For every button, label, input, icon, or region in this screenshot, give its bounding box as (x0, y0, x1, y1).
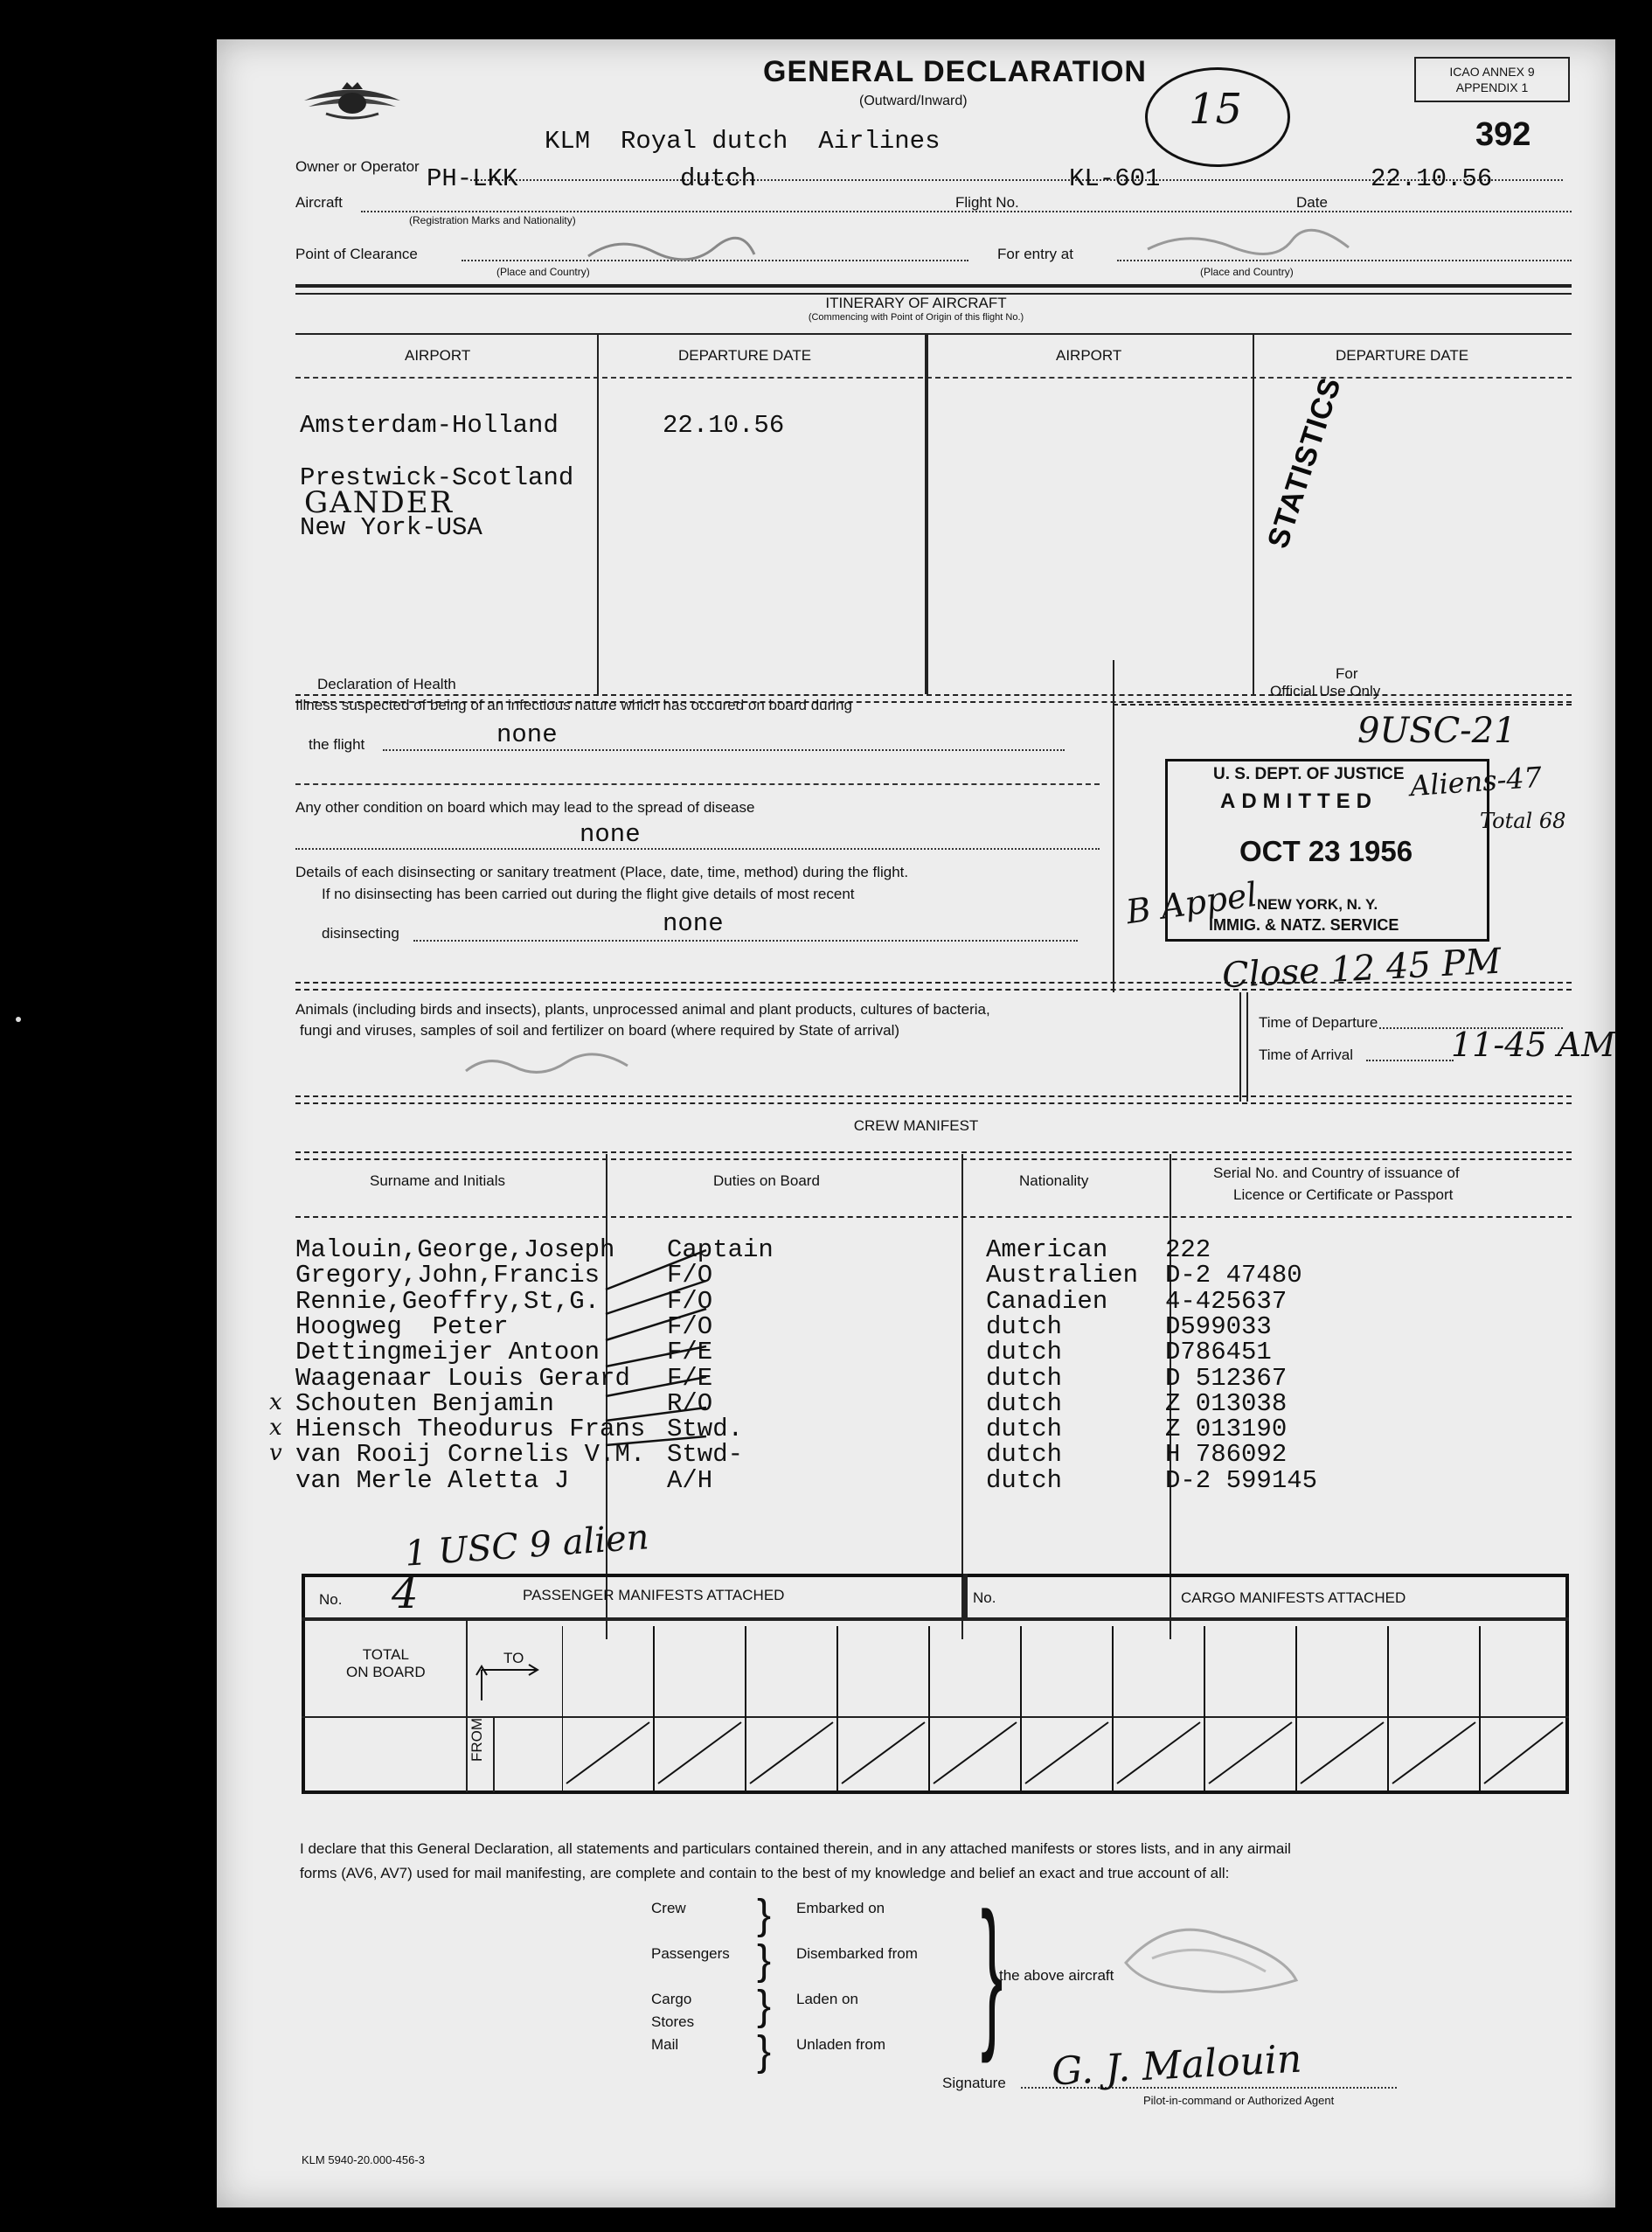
decl-above: the above aircraft (999, 1967, 1114, 1984)
decl-stores: Stores (651, 2013, 695, 2030)
cargo-no-label: No. (973, 1589, 996, 1606)
pax-manifests-label: PASSENGER MANIFESTS ATTACHED (523, 1587, 785, 1603)
decl-passengers: Passengers (651, 1945, 730, 1962)
manifest-grid (562, 1626, 1567, 1790)
decl-disembarked: Disembarked from (796, 1945, 918, 1962)
itinerary-subtitle: (Commencing with Point of Origin of this flight No.) (808, 312, 1024, 323)
crew-serial: 4-425637 (1165, 1287, 1288, 1316)
from-label: FROM (469, 1717, 485, 1762)
stamp-admitted: ADMITTED (1220, 789, 1378, 813)
entry-label: For entry at (997, 246, 1073, 262)
crew-mark: x (269, 1415, 282, 1441)
signature: G. J. Malouin (1050, 2036, 1303, 2095)
health-q2: Any other condition on board which may lead to the spread of disease (295, 799, 755, 816)
klm-crown-logo-icon (300, 70, 405, 131)
owner-value: KLM Royal dutch Airlines (545, 127, 941, 156)
crew-nationality: dutch (986, 1466, 1063, 1495)
statistics-stamp: STATISTICS (1261, 372, 1348, 553)
crew-nationality: Canadien (986, 1287, 1108, 1316)
crew-duty: Captain (667, 1235, 774, 1264)
stamp-date: OCT 23 1956 (1239, 835, 1413, 867)
itinerary-row-2: Prestwick-Scotland (300, 463, 574, 492)
crew-duty: F/O (667, 1261, 713, 1290)
declaration-text-1: I declare that this General Declaration, all statements and particulars contained therein, and in any attached manifests or stores lists, and in any airmail (300, 1840, 1291, 1857)
crew-nationality: dutch (986, 1389, 1063, 1418)
crew-nationality: dutch (986, 1364, 1063, 1393)
decl-big-bracket: } (981, 1879, 1003, 2064)
health-q3b: If no disinsecting has been carried out during the flight give details of most recent (322, 886, 855, 902)
crew-nationality: dutch (986, 1440, 1063, 1469)
crew-serial: Z 013190 (1165, 1415, 1288, 1443)
annex-line-1: ICAO ANNEX 9 (1449, 65, 1535, 79)
arrival-time-label: Time of Arrival (1259, 1046, 1354, 1063)
date-label: Date (1296, 194, 1328, 211)
stamp-service: IMMIG. & NATZ. SERVICE (1209, 916, 1399, 934)
crew-name: van Merle Aletta J (295, 1466, 570, 1495)
scan-dust-speck (16, 1017, 21, 1022)
departure-time-label: Time of Departure (1259, 1014, 1378, 1031)
itinerary-date-1: 22.10.56 (663, 411, 785, 440)
faded-seal-icon (1108, 1910, 1309, 2006)
crew-duty: F/E (667, 1364, 713, 1393)
crew-title: CREW MANIFEST (853, 1117, 979, 1134)
crew-serial: D599033 (1165, 1312, 1272, 1341)
pax-no-label: No. (319, 1591, 343, 1608)
crew-name: Schouten Benjamin (295, 1389, 554, 1418)
crew-name: van Rooij Cornelis V.M. (295, 1440, 646, 1469)
to-arrow-icon (475, 1661, 545, 1705)
declaration-form (217, 39, 1615, 2208)
signature-label: Signature (942, 2075, 1006, 2091)
owner-label: Owner or Operator (295, 158, 420, 175)
crew-duty: R/O (667, 1389, 713, 1418)
decl-embarked: Embarked on (796, 1900, 885, 1916)
document-number: 392 (1475, 116, 1531, 153)
form-title: GENERAL DECLARATION (763, 55, 1147, 88)
itinerary-title: ITINERARY OF AIRCRAFT (825, 295, 1007, 311)
pax-no-value: 4 (392, 1569, 419, 1618)
crew-col-name: Surname and Initials (370, 1172, 505, 1189)
decl-mail: Mail (651, 2036, 679, 2053)
col-airport-1: AIRPORT (405, 347, 471, 364)
cargo-manifests-label: CARGO MANIFESTS ATTACHED (1181, 1589, 1406, 1606)
official-use-label: Official Use Only (1270, 683, 1381, 699)
itinerary-row-4: New York-USA (300, 513, 482, 542)
faded-scribble-icon (584, 230, 759, 265)
health-a1: none (496, 720, 558, 749)
crew-nationality: Australien (986, 1261, 1139, 1290)
col-departure-1: DEPARTURE DATE (678, 347, 812, 364)
crew-serial: D-2 599145 (1165, 1466, 1318, 1495)
crew-duty: Stwd- (667, 1440, 744, 1469)
official-note-1: 9USC-21 (1357, 711, 1517, 751)
health-a3: none (663, 909, 724, 938)
health-q1b: the flight (309, 736, 365, 753)
crew-name: Rennie,Geoffry,St,G. (295, 1287, 600, 1316)
crew-name: Dettingmeijer Antoon (295, 1338, 600, 1366)
crew-duty: F/O (667, 1287, 713, 1316)
aircraft-nationality-value: dutch (680, 164, 757, 193)
icao-annex-box (1414, 57, 1570, 102)
decl-cargo: Cargo (651, 1991, 692, 2007)
decl-crew: Crew (651, 1900, 686, 1916)
official-note-2: Aliens-47 (1408, 760, 1544, 803)
crew-name: Hoogweg Peter (295, 1312, 509, 1341)
flight-value: KL-601 (1069, 164, 1161, 193)
official-for: For (1336, 665, 1358, 682)
crew-serial: D786451 (1165, 1338, 1272, 1366)
animals-q-b: fungi and viruses, samples of soil and fertilizer on board (where required by State of arrival) (300, 1022, 900, 1039)
health-q1: Illness suspected of being of an infectious nature which has occured on board during (295, 697, 852, 713)
crew-duty: A/H (667, 1466, 713, 1495)
aircraft-sub-label: (Registration Marks and Nationality) (409, 214, 576, 226)
to-label: TO (503, 1650, 524, 1666)
col-airport-2: AIRPORT (1056, 347, 1122, 364)
aircraft-value: PH-LKK (427, 164, 518, 193)
footer-code: KLM 5940-20.000-456-3 (302, 2153, 425, 2166)
crew-name: Waagenaar Louis Gerard (295, 1364, 630, 1393)
aircraft-label: Aircraft (295, 194, 343, 211)
faded-scribble-icon (462, 1045, 636, 1080)
crew-nationality: dutch (986, 1338, 1063, 1366)
faded-scribble-icon (1143, 225, 1353, 260)
flight-label: Flight No. (955, 194, 1019, 211)
crew-name: Hiensch Theodurus Frans (295, 1415, 646, 1443)
circled-number: 15 (1189, 85, 1243, 134)
decl-laden: Laden on (796, 1991, 858, 2007)
date-value: 22.10.56 (1371, 164, 1493, 193)
total-on-board-label: TOTAL ON BOARD (346, 1646, 426, 1680)
col-departure-2: DEPARTURE DATE (1336, 347, 1469, 364)
stamp-city: NEW YORK, N. Y. (1257, 896, 1378, 913)
crew-duty: F/O (667, 1312, 713, 1341)
animals-q: Animals (including birds and insects), plants, unprocessed animal and plant products, cultures of bacteria, (295, 1001, 990, 1018)
crew-serial: D-2 47480 (1165, 1261, 1302, 1290)
clearance-label: Point of Clearance (295, 246, 418, 262)
crew-duty: F/E (667, 1338, 713, 1366)
health-title: Declaration of Health (317, 676, 456, 692)
decl-brackets: } } } } (757, 1892, 772, 2075)
crew-col-duty: Duties on Board (713, 1172, 820, 1189)
crew-name: Malouin,George,Joseph (295, 1235, 615, 1264)
crew-checkmark-lines-icon (601, 1211, 715, 1491)
entry-sub-label: (Place and Country) (1200, 266, 1294, 278)
crew-serial: H 786092 (1165, 1440, 1288, 1469)
form-subtitle: (Outward/Inward) (859, 94, 968, 108)
clearance-sub-label: (Place and Country) (496, 266, 590, 278)
itinerary-row-1: Amsterdam-Holland (300, 411, 559, 440)
crew-handnote: 1 USC 9 alien (403, 1517, 650, 1575)
crew-nationality: dutch (986, 1312, 1063, 1341)
official-note-4: B Appel (1123, 874, 1260, 932)
signer-label: Pilot-in-command or Authorized Agent (1143, 2094, 1335, 2107)
crew-serial: Z 013038 (1165, 1389, 1288, 1418)
health-q3c: disinsecting (322, 925, 399, 942)
arrival-time-value: 11-45 AM (1451, 1026, 1615, 1064)
decl-unladen: Unladen from (796, 2036, 886, 2053)
crew-col-serial-b: Licence or Certificate or Passport (1233, 1186, 1454, 1203)
crew-col-nationality: Nationality (1019, 1172, 1089, 1189)
declaration-text-2: forms (AV6, AV7) used for mail manifesting, are complete and contain to the best of my knowledge and belief an exact and true account of all: (300, 1865, 1230, 1881)
stamp-dept: U. S. DEPT. OF JUSTICE (1213, 765, 1405, 783)
official-note-5: Close 12 45 PM (1221, 941, 1503, 997)
crew-serial: 222 (1165, 1235, 1211, 1264)
crew-duty: Stwd. (667, 1415, 744, 1443)
official-note-3: Total 68 (1480, 809, 1566, 833)
crew-mark: v (269, 1440, 282, 1466)
health-a2: none (580, 820, 641, 849)
annex-line-2: APPENDIX 1 (1455, 80, 1529, 94)
crew-name: Gregory,John,Francis (295, 1261, 600, 1290)
health-q3: Details of each disinsecting or sanitary treatment (Place, date, time, method) during the flight. (295, 864, 909, 880)
itinerary-row-3: GANDER (304, 485, 455, 520)
crew-mark: x (269, 1389, 282, 1415)
crew-nationality: American (986, 1235, 1108, 1264)
crew-col-serial-a: Serial No. and Country of issuance of (1213, 1165, 1460, 1181)
crew-serial: D 512367 (1165, 1364, 1288, 1393)
crew-nationality: dutch (986, 1415, 1063, 1443)
